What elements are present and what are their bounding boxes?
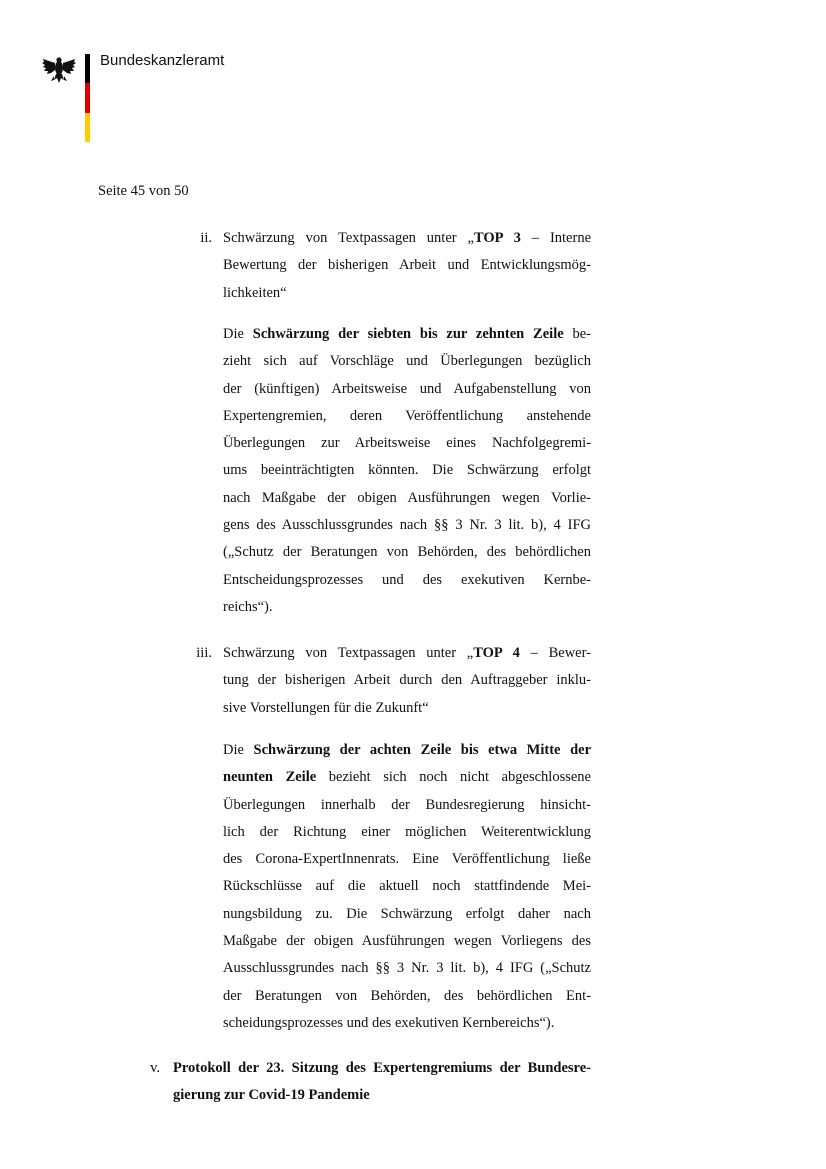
flag-red bbox=[85, 83, 90, 112]
org-name: Bundeskanzleramt bbox=[100, 52, 225, 69]
item-body bbox=[223, 737, 591, 1037]
text-line bbox=[223, 252, 591, 279]
text-segment: zieht sich auf Vorschläge und Überlegungen bezüglich bbox=[223, 353, 591, 370]
page-number: Seite 45 von 50 bbox=[98, 183, 189, 199]
text-line bbox=[223, 667, 591, 694]
text-segment: scheidungsprozesses und des exekutiven Kernbereichs“). bbox=[223, 1014, 555, 1031]
text-segment: Bewertung der bisherigen Arbeit und Entwicklungsmög- bbox=[223, 257, 591, 274]
text-segment: Überlegungen innerhalb der Bundesregierung hinsicht- bbox=[223, 796, 591, 813]
flag-black bbox=[85, 54, 90, 83]
text-segment: Expertengremien, deren Veröffentlichung anstehende bbox=[223, 407, 591, 424]
text-line bbox=[173, 1055, 591, 1082]
text-segment: tung der bisherigen Arbeit durch den Auftraggeber inklu- bbox=[223, 672, 591, 689]
text-segment: nach Maßgabe der obigen Ausführungen wegen Vorlie- bbox=[223, 489, 591, 506]
bold-text: TOP 4 bbox=[473, 645, 520, 661]
item-marker: iii. bbox=[196, 645, 212, 661]
item-marker: ii. bbox=[200, 230, 212, 246]
text-segment: – Interne bbox=[520, 230, 592, 246]
bold-text: Protokoll der 23. Sitzung des Expertengremiums der Bundesre- bbox=[173, 1060, 591, 1076]
bold-text: neunten Zeile bbox=[223, 769, 317, 786]
item-body bbox=[223, 321, 591, 621]
bold-text: TOP 3 bbox=[473, 230, 521, 246]
text-segment: Überlegungen zur Arbeitsweise eines Nachfolgegremi- bbox=[223, 435, 591, 452]
text-line bbox=[223, 846, 591, 873]
flag-gold bbox=[85, 113, 90, 142]
text-segment: ums beeinträchtigten könnten. Die Schwärzung erfolgt bbox=[223, 462, 591, 479]
text-line bbox=[223, 764, 591, 791]
text-line bbox=[223, 321, 591, 348]
text-segment: („Schutz der Beratungen von Behörden, des behördlichen bbox=[223, 544, 591, 561]
bold-text: gierung zur Covid-19 Pandemie bbox=[173, 1087, 370, 1104]
text-segment: lich der Richtung einer möglichen Weiterentwicklung bbox=[223, 823, 591, 840]
text-segment: nungsbildung zu. Die Schwärzung erfolgt daher nach bbox=[223, 905, 591, 922]
text-line bbox=[223, 1010, 591, 1037]
text-segment: reichs“). bbox=[223, 598, 273, 615]
text-segment: Die bbox=[223, 326, 253, 342]
text-line bbox=[223, 376, 591, 403]
text-line bbox=[223, 567, 591, 594]
text-line bbox=[223, 280, 591, 307]
text-segment: sive Vorstellungen für die Zukunft“ bbox=[223, 699, 429, 716]
text-line bbox=[223, 512, 591, 539]
text-segment: – Bewer- bbox=[519, 645, 591, 661]
bold-text: Schwärzung der siebten bis zur zehnten Zeile bbox=[252, 326, 564, 342]
item-heading bbox=[223, 225, 591, 307]
text-segment: Schwärzung von Textpassagen unter „ bbox=[223, 230, 474, 246]
text-line bbox=[173, 1082, 591, 1109]
federal-eagle-icon bbox=[42, 54, 76, 86]
text-line bbox=[223, 539, 591, 566]
text-line bbox=[223, 640, 591, 667]
text-segment: gens des Ausschlussgrundes nach §§ 3 Nr. 3 lit. b), 4 IFG bbox=[223, 517, 591, 534]
text-line bbox=[223, 873, 591, 900]
flag-bar bbox=[85, 54, 90, 142]
text-line bbox=[223, 457, 591, 484]
text-line bbox=[223, 819, 591, 846]
item-heading bbox=[223, 640, 591, 722]
text-line bbox=[223, 403, 591, 430]
text-segment: Maßgabe der obigen Ausführungen wegen Vorliegens des bbox=[223, 933, 591, 950]
text-segment: Die bbox=[223, 742, 254, 758]
text-line bbox=[223, 225, 591, 252]
text-segment: der Beratungen von Behörden, des behördlichen Ent- bbox=[223, 987, 591, 1004]
text-segment: Ausschlussgrundes nach §§ 3 Nr. 3 lit. b), 4 IFG („Schutz bbox=[223, 960, 591, 977]
text-line bbox=[223, 901, 591, 928]
text-line bbox=[223, 737, 591, 764]
item-heading bbox=[173, 1055, 591, 1110]
text-segment: Entscheidungsprozesses und des exekutiven Kernbe- bbox=[223, 571, 591, 588]
text-segment: lichkeiten“ bbox=[223, 284, 287, 301]
bold-text: Schwärzung der achten Zeile bis etwa Mitte der bbox=[253, 742, 591, 758]
text-segment: be- bbox=[563, 326, 591, 342]
text-line bbox=[223, 485, 591, 512]
text-segment: der (künftigen) Arbeitsweise und Aufgabenstellung von bbox=[223, 380, 591, 397]
text-line bbox=[223, 928, 591, 955]
text-line bbox=[223, 955, 591, 982]
item-marker: v. bbox=[150, 1060, 160, 1076]
text-segment: des Corona-ExpertInnenrats. Eine Veröffentlichung ließe bbox=[223, 851, 591, 868]
text-line bbox=[223, 594, 591, 621]
text-line bbox=[223, 430, 591, 457]
text-line bbox=[223, 695, 591, 722]
text-segment: Schwärzung von Textpassagen unter „ bbox=[223, 645, 474, 661]
text-segment: bezieht sich noch nicht abgeschlossene bbox=[316, 769, 591, 786]
text-line bbox=[223, 792, 591, 819]
text-line bbox=[223, 348, 591, 375]
text-line bbox=[223, 983, 591, 1010]
text-segment: Rückschlüsse auf die aktuell noch stattfindende Mei- bbox=[223, 878, 591, 895]
